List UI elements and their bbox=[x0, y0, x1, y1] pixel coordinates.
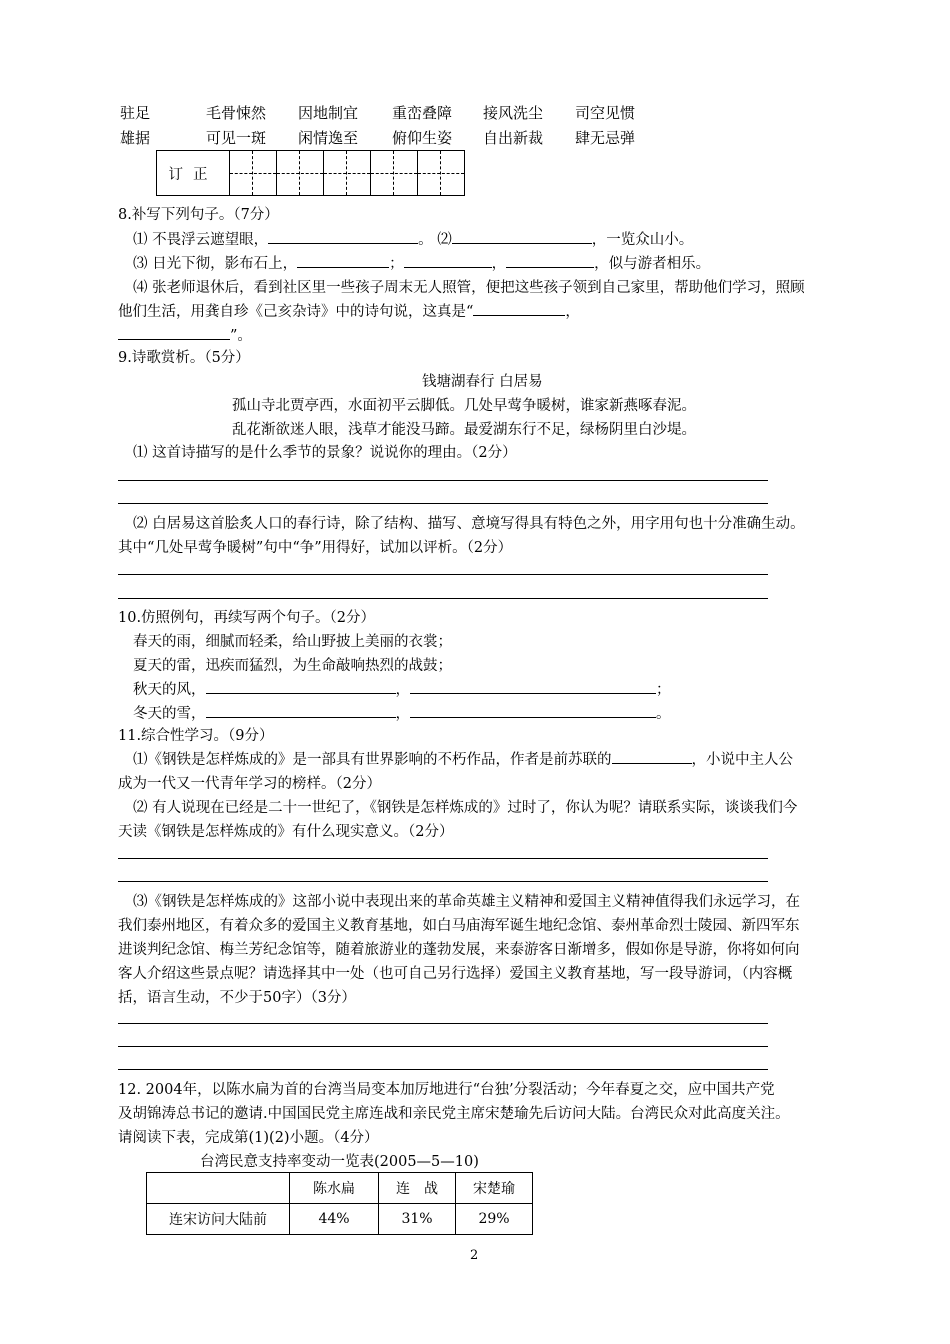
idiom: 肆无忌弹 bbox=[575, 129, 636, 147]
idiom: 雄据 bbox=[120, 129, 151, 147]
q12-text: 12. 2004年，以陈水扁为首的台湾当局变本加厉地进行“台独’分裂活动；今年春夏之交，应中国共产党 bbox=[118, 1082, 775, 1098]
q9-sub2: ⑵ 白居易这首脍炙人口的春行诗，除了结构、描写、意境写得具有特色之外，用字用句也十分准确生动。 bbox=[133, 516, 805, 532]
q10-text: 。 bbox=[656, 706, 671, 722]
answer-blank[interactable] bbox=[268, 228, 418, 244]
q9-sub1: ⑴ 这首诗描写的是什么季节的景象？说说你的理由。（2分） bbox=[133, 445, 517, 461]
table-cell: 44% bbox=[290, 1204, 379, 1235]
q10-example: 春天的雨，细腻而轻柔，给山野披上美丽的衣裳； bbox=[133, 634, 452, 650]
correction-cell[interactable] bbox=[418, 151, 465, 196]
q8-text: ，一览众山小。 bbox=[591, 232, 694, 248]
answer-blank[interactable] bbox=[118, 324, 230, 340]
poem-line: 孤山寺北贾亭西，水面初平云脚低。几处早莺争暖树，谁家新燕啄春泥。 bbox=[232, 398, 696, 414]
q8-text: ，似与游者相乐。 bbox=[594, 256, 711, 272]
table-header: 连 战 bbox=[379, 1173, 456, 1204]
q8-line-3: ⑷ 张老师退休后，看到社区里一些孩子周末无人照管，便把这些孩子领到自己家里，帮助他们学习，照顾 bbox=[133, 280, 805, 296]
answer-blank[interactable] bbox=[612, 748, 692, 764]
q11-sub3: 我们泰州地区，有着众多的爱国主义教育基地，如白马庙海军诞生地纪念馆、泰州革命烈士陵园、新四军东 bbox=[118, 918, 800, 934]
table-header: 宋楚瑜 bbox=[456, 1173, 533, 1204]
q8-text: ； bbox=[389, 256, 404, 272]
answer-line[interactable] bbox=[118, 503, 768, 504]
answer-line[interactable] bbox=[118, 598, 768, 599]
q11-sub3: 括，语言生动，不少于50字）（3分） bbox=[118, 990, 356, 1006]
q8-text: 。 ⑵ bbox=[418, 232, 452, 248]
idiom: 毛骨悚然 bbox=[206, 104, 267, 122]
q10-text: ； bbox=[656, 682, 671, 698]
correction-label: 订正 bbox=[157, 151, 230, 196]
q11-sub2: ⑵ 有人说现在已经是二十一世纪了，《钢铁是怎样炼成的》过时了，你认为呢？请联系实际，谈谈我们今 bbox=[133, 800, 798, 816]
q8-text: ”。 bbox=[230, 328, 252, 344]
q10-example: 夏天的雷，迅疾而猛烈，为生命敲响热烈的战鼓； bbox=[133, 658, 452, 674]
q11-text: ，小说中主人公 bbox=[691, 752, 793, 768]
idiom: 接风洗尘 bbox=[483, 104, 544, 122]
correction-cell[interactable] bbox=[324, 151, 371, 196]
idiom: 重峦叠障 bbox=[392, 104, 453, 122]
q8-line-1 bbox=[133, 228, 693, 249]
table-header-row bbox=[147, 1173, 533, 1204]
answer-line[interactable] bbox=[118, 1023, 768, 1024]
poem-line: 乱花渐欲迷人眼，浅草才能没马蹄。最爱湖东行不足，绿杨阴里白沙堤。 bbox=[232, 422, 696, 438]
idiom: 驻足 bbox=[120, 104, 151, 122]
answer-blank[interactable] bbox=[404, 252, 492, 268]
q11-sub3: ⑶《钢铁是怎样炼成的》这部小说中表现出来的革命英雄主义精神和爱国主义精神值得我们永远学习，在 bbox=[133, 894, 800, 910]
q8-text: ， bbox=[491, 256, 507, 272]
correction-cell[interactable] bbox=[371, 151, 418, 196]
table-cell: 31% bbox=[379, 1204, 456, 1235]
page-number: 2 bbox=[470, 1248, 479, 1263]
q10-text: 冬天的雪， bbox=[133, 706, 206, 722]
idiom: 自出新裁 bbox=[483, 129, 544, 147]
answer-blank[interactable] bbox=[452, 228, 592, 244]
table-caption: 台湾民意支持率变动一览表(2005—5—10) bbox=[200, 1154, 479, 1170]
correction-grid bbox=[156, 150, 465, 196]
table-header bbox=[147, 1173, 290, 1204]
q10-text: ， bbox=[395, 706, 410, 722]
q11-sub1 bbox=[133, 748, 793, 769]
answer-line[interactable] bbox=[118, 858, 768, 859]
q10-title: 10.仿照例句，再续写两个句子。（2分） bbox=[118, 610, 376, 626]
table-cell: 29% bbox=[456, 1204, 533, 1235]
answer-blank[interactable] bbox=[506, 252, 594, 268]
idiom: 闲情逸至 bbox=[298, 129, 359, 147]
poll-table bbox=[146, 1172, 533, 1235]
q8-text: ⑶ 日光下彻，影布石上， bbox=[133, 256, 298, 272]
q12-text: 及胡锦涛总书记的邀请.中国国民党主席连战和亲民党主席宋楚瑜先后访问大陆。台湾民众对此高度关注。 bbox=[118, 1106, 790, 1122]
q10-line-autumn bbox=[133, 678, 671, 699]
answer-line[interactable] bbox=[118, 881, 768, 882]
q12-text: 请阅读下表，完成第(1)(2)小题。（4分） bbox=[118, 1130, 379, 1146]
q11-sub1: 成为一代又一代青年学习的榜样。（2分） bbox=[118, 776, 381, 792]
q8-line-2 bbox=[133, 252, 710, 273]
q8-title: 8.补写下列句子。（7分） bbox=[118, 207, 279, 223]
q10-text: 秋天的风， bbox=[133, 682, 206, 698]
q9-title: 9.诗歌赏析。（5分） bbox=[118, 350, 250, 366]
q8-text: ， bbox=[565, 304, 580, 320]
answer-blank[interactable] bbox=[410, 678, 656, 694]
q11-sub3: 客人介绍这些景点呢？请选择其中一处（也可自己另行选择）爱国主义教育基地，写一段导游词，（内容概 bbox=[118, 966, 793, 982]
table-cell: 连宋访问大陆前 bbox=[147, 1204, 290, 1235]
answer-blank[interactable] bbox=[206, 678, 396, 694]
q8-text: 他们生活，用龚自珍《己亥杂诗》中的诗句说，这真是“ bbox=[118, 304, 474, 320]
idiom: 司空见惯 bbox=[575, 104, 636, 122]
answer-blank[interactable] bbox=[473, 300, 565, 316]
poem-title: 钱塘湖春行 白居易 bbox=[422, 374, 543, 390]
idiom: 因地制宜 bbox=[298, 104, 359, 122]
q8-line-4 bbox=[118, 300, 580, 321]
q11-text: ⑴《钢铁是怎样炼成的》是一部具有世界影响的不朽作品，作者是前苏联的 bbox=[133, 752, 612, 768]
q8-text: ⑴ 不畏浮云遮望眼， bbox=[133, 232, 269, 248]
answer-line[interactable] bbox=[118, 574, 768, 575]
correction-cell[interactable] bbox=[277, 151, 324, 196]
answer-blank[interactable] bbox=[410, 702, 656, 718]
q9-sub2: 其中“几处早莺争暖树”句中“争”用得好，试加以评析。（2分） bbox=[118, 540, 513, 556]
q11-sub3: 进谈判纪念馆、梅兰芳纪念馆等，随着旅游业的蓬勃发展，来泰游客日渐增多，假如你是导游，你将如何向 bbox=[118, 942, 800, 958]
table-header: 陈水扁 bbox=[290, 1173, 379, 1204]
answer-blank[interactable] bbox=[206, 702, 396, 718]
answer-line[interactable] bbox=[118, 480, 768, 481]
correction-cell[interactable] bbox=[230, 151, 277, 196]
q10-text: ， bbox=[395, 682, 410, 698]
table-row bbox=[147, 1204, 533, 1235]
answer-line[interactable] bbox=[118, 1046, 768, 1047]
idiom: 可见一斑 bbox=[206, 129, 267, 147]
q11-title: 11.综合性学习。（9分） bbox=[118, 728, 274, 744]
q10-line-winter bbox=[133, 702, 671, 723]
q11-sub2: 天读《钢铁是怎样炼成的》有什么现实意义。（2分） bbox=[118, 824, 454, 840]
answer-line[interactable] bbox=[118, 1069, 768, 1070]
answer-blank[interactable] bbox=[297, 252, 389, 268]
q8-line-5 bbox=[118, 324, 252, 345]
idiom: 俯仰生姿 bbox=[392, 129, 453, 147]
